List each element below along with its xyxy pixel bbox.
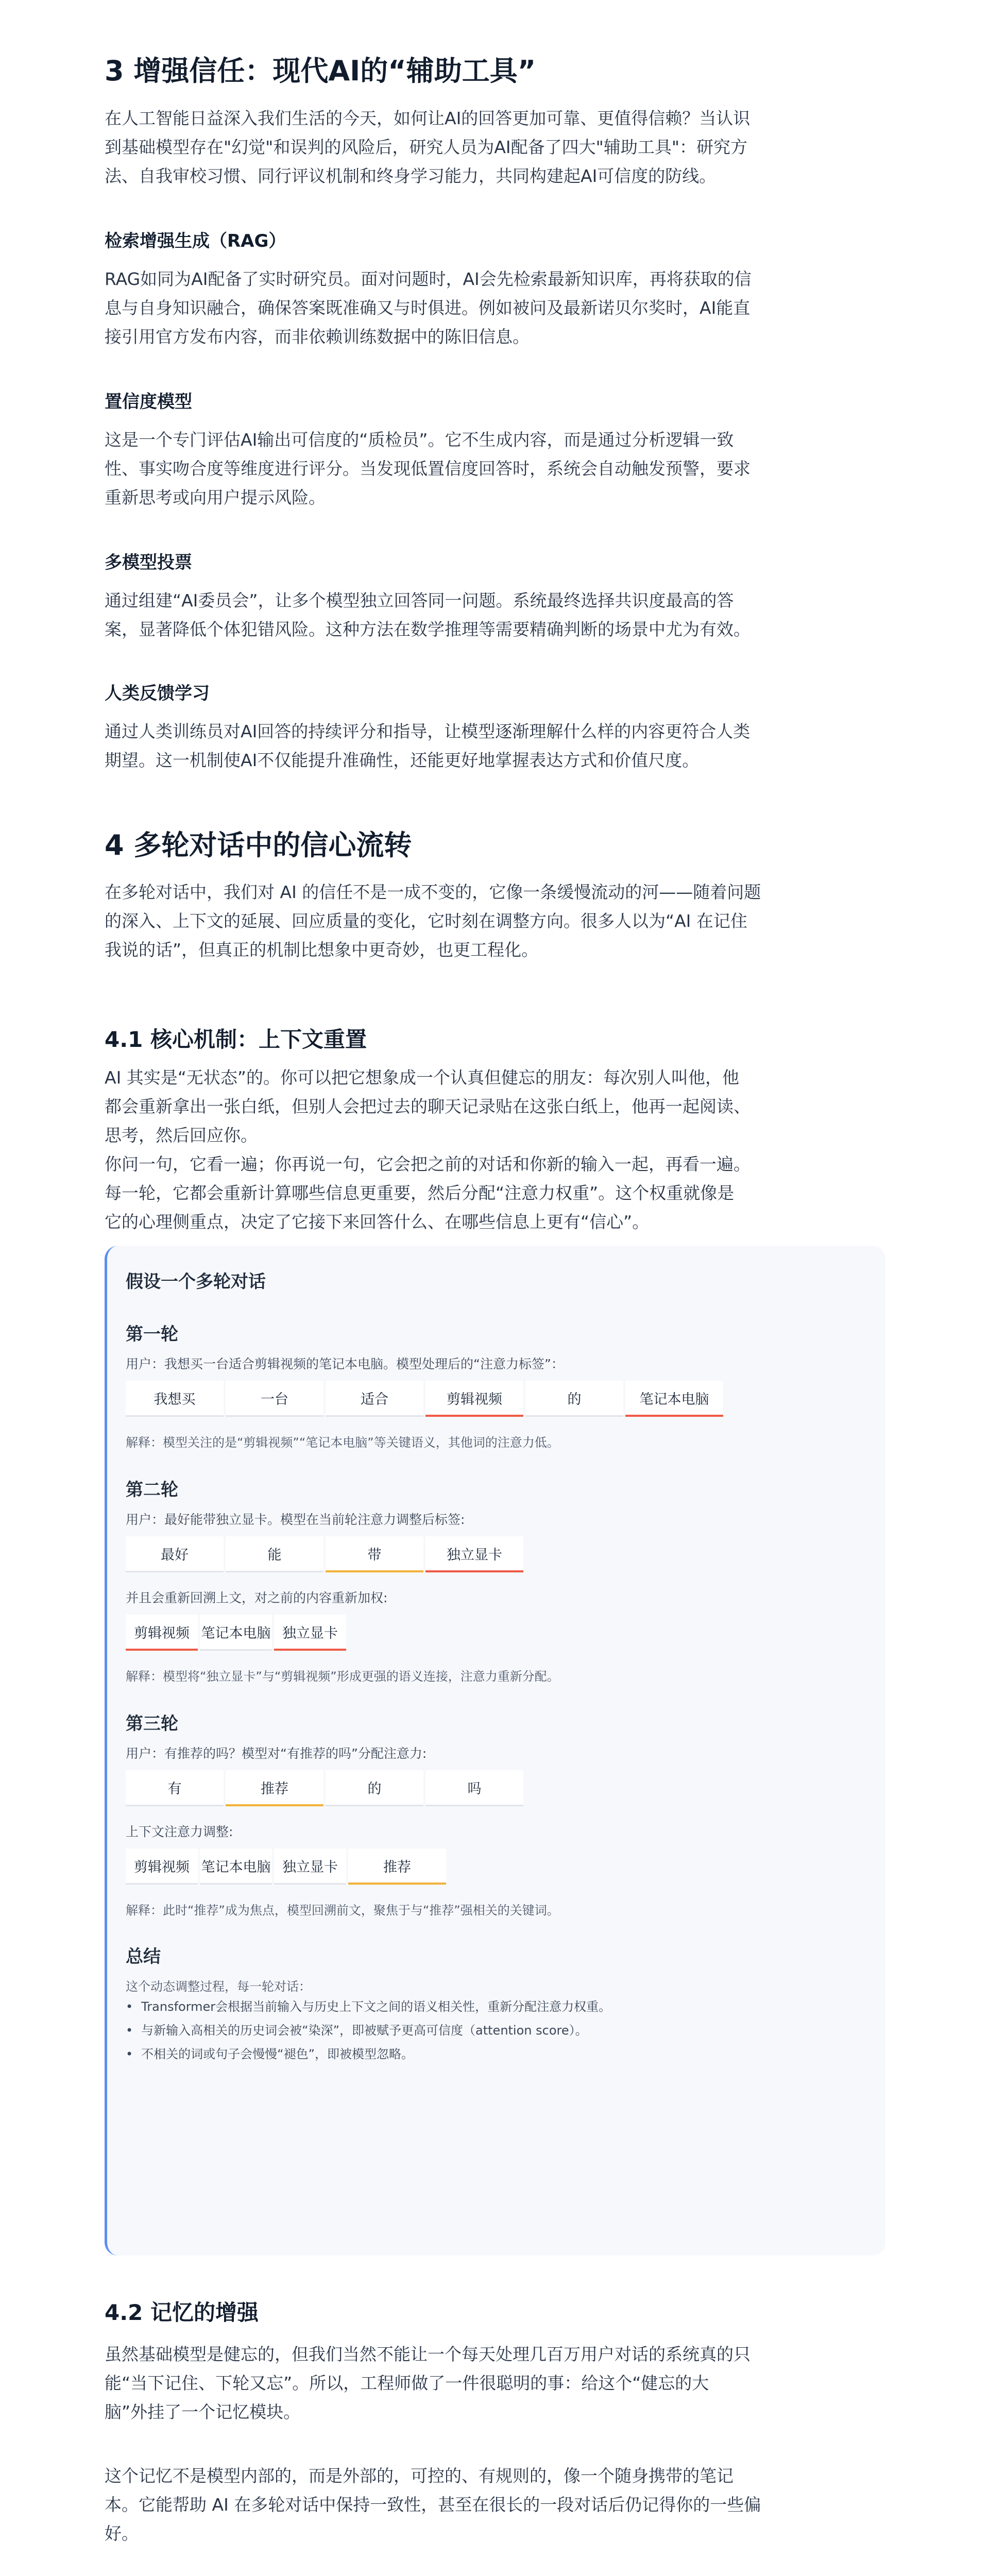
summary-intro: 这个动态调整过程，每一轮对话： bbox=[126, 1979, 311, 1994]
text-line: 法、自我审校习惯、同行评议机制和终身学习能力，共同构建起AI可信度的防线。 bbox=[105, 166, 717, 186]
round-2-explanation: 解释：模型将“独立显卡”与“剪辑视频”形成更强的语义连接，注意力重新分配。 bbox=[126, 1669, 559, 1684]
round-3-user: 用户：有推荐的吗？模型对“有推荐的吗”分配注意力: bbox=[126, 1746, 427, 1761]
section-4-2-paragraph-2 bbox=[105, 2462, 885, 2548]
round-1-tokens bbox=[126, 1381, 725, 1417]
text-line: 虽然基础模型是健忘的，但我们当然不能让一个每天处理几百万用户对话的系统真的只 bbox=[105, 2344, 751, 2364]
confidence-text bbox=[105, 426, 885, 512]
token-highlight: 剪辑视频 bbox=[126, 1615, 198, 1651]
token: 一台 bbox=[226, 1381, 323, 1417]
text-line: 本。它能帮助 AI 在多轮对话中保持一致性，甚至在很长的一段对话后仍记得你的一些偏 bbox=[105, 2495, 761, 2515]
human-feedback-text bbox=[105, 717, 885, 775]
text-line: 我说的话”，但真正的机制比想象中更奇妙，也更工程化。 bbox=[105, 940, 539, 960]
round-2-user: 用户：最好能带独立显卡。模型在当前轮注意力调整后标签: bbox=[126, 1512, 465, 1527]
token: 吗 bbox=[425, 1770, 523, 1806]
token: 最好 bbox=[126, 1536, 224, 1572]
token: 独立显卡 bbox=[274, 1849, 346, 1885]
text-line: 通过组建“AI委员会”，让多个模型独立回答同一问题。系统最终选择共识度最高的答 bbox=[105, 590, 734, 611]
text-line: 期望。这一机制使AI不仅能提升准确性，还能更好地掌握表达方式和价值尺度。 bbox=[105, 750, 700, 770]
token-highlight: 剪辑视频 bbox=[425, 1381, 523, 1417]
token: 的 bbox=[525, 1381, 623, 1417]
token: 我想买 bbox=[126, 1381, 224, 1417]
text-line: 接引用官方发布内容，而非依赖训练数据中的陈旧信息。 bbox=[105, 327, 530, 347]
text-line: 通过人类训练员对AI回答的持续评分和指导，让模型逐渐理解什么样的内容更符合人类 bbox=[105, 721, 751, 741]
token-highlight: 带 bbox=[326, 1536, 423, 1572]
round-3-title: 第三轮 bbox=[126, 1714, 178, 1734]
round-3-explanation: 解释：此时“推荐”成为焦点，模型回溯前文，聚焦于与“推荐”强相关的关键词。 bbox=[126, 1903, 559, 1918]
rag-title: 检索增强生成（RAG） bbox=[105, 231, 286, 251]
token-highlight: 笔记本电脑 bbox=[625, 1381, 723, 1417]
token-highlight: 推荐 bbox=[226, 1770, 323, 1806]
round-2-reweight-note: 并且会重新回溯上文，对之前的内容重新加权: bbox=[126, 1590, 388, 1605]
section-4-2-paragraph-1 bbox=[105, 2340, 885, 2427]
text-line: 性、事实吻合度等维度进行评分。当发现低置信度回答时，系统会自动触发预警，要求 bbox=[105, 459, 751, 479]
token: 剪辑视频 bbox=[126, 1849, 198, 1885]
summary-list bbox=[126, 1995, 611, 2066]
text-line: RAG如同为AI配备了实时研究员。面对问题时，AI会先检索最新知识库，再将获取的信 bbox=[105, 269, 752, 289]
text-line: 案，显著降低个体犯错风险。这种方法在数学推理等需要精确判断的场景中尤为有效。 bbox=[105, 619, 751, 639]
text-line: 的深入、上下文的延展、回应质量的变化，它时刻在调整方向。很多人以为“AI 在记住 bbox=[105, 911, 747, 931]
text-line: 你问一句，它看一遍；你再说一句，它会把之前的对话和你新的输入一起，再看一遍。 bbox=[105, 1154, 751, 1174]
text-line: AI 其实是“无状态”的。你可以把它想象成一个认真但健忘的朋友：每次别人叫他，他 bbox=[105, 1067, 739, 1088]
section-3-intro bbox=[105, 104, 885, 191]
section-4-1-paragraph-2 bbox=[105, 1150, 885, 1236]
demo-title: 假设一个多轮对话 bbox=[126, 1272, 266, 1292]
token-highlight: 独立显卡 bbox=[425, 1536, 523, 1572]
token: 适合 bbox=[326, 1381, 423, 1417]
section-3-heading: 3 增强信任：现代AI的“辅助工具” bbox=[105, 55, 536, 87]
text-line: 这是一个专门评估AI输出可信度的“质检员”。它不生成内容，而是通过分析逻辑一致 bbox=[105, 430, 734, 450]
round-1-explanation: 解释：模型关注的是“剪辑视频”“笔记本电脑”等关键语义，其他词的注意力低。 bbox=[126, 1435, 559, 1450]
round-3-context-note: 上下文注意力调整: bbox=[126, 1824, 233, 1839]
list-item: • 与新输入高相关的历史词会被“染深”，即被赋予更高可信度（attention score）。 bbox=[126, 2019, 611, 2042]
token-highlight: 独立显卡 bbox=[274, 1615, 346, 1651]
confidence-title: 置信度模型 bbox=[105, 392, 192, 412]
text-line: 到基础模型存在"幻觉"和误判的风险后，研究人员为AI配备了四大"辅助工具"：研究方 bbox=[105, 137, 748, 157]
text-line: 它的心理侧重点，决定了它接下来回答什么、在哪些信息上更有“信心”。 bbox=[105, 1212, 650, 1232]
round-3-context-tokens bbox=[126, 1849, 448, 1885]
token: 的 bbox=[326, 1770, 423, 1806]
summary-title: 总结 bbox=[126, 1946, 161, 1967]
conversation-demo-card bbox=[105, 1246, 885, 2256]
token: 笔记本电脑 bbox=[200, 1615, 272, 1651]
text-line: 思考，然后回应你。 bbox=[105, 1125, 258, 1145]
round-2-title: 第二轮 bbox=[126, 1480, 178, 1500]
token-highlight: 推荐 bbox=[348, 1849, 446, 1885]
text-line: 这个记忆不是模型内部的，而是外部的，可控的、有规则的，像一个随身携带的笔记 bbox=[105, 2466, 734, 2486]
text-line: 息与自身知识融合，确保答案既准确又与时俱进。例如被问及最新诺贝尔奖时，AI能直 bbox=[105, 298, 751, 318]
text-line: 在多轮对话中，我们对 AI 的信任不是一成不变的，它像一条缓慢流动的河——随着问题 bbox=[105, 882, 761, 902]
token: 有 bbox=[126, 1770, 224, 1806]
section-4-intro bbox=[105, 878, 885, 964]
human-feedback-title: 人类反馈学习 bbox=[105, 683, 210, 704]
section-4-1-heading: 4.1 核心机制：上下文重置 bbox=[105, 1027, 367, 1052]
round-1-user: 用户：我想买一台适合剪辑视频的笔记本电脑。模型处理后的“注意力标签”： bbox=[126, 1357, 564, 1371]
token: 能 bbox=[226, 1536, 323, 1572]
round-1-title: 第一轮 bbox=[126, 1324, 178, 1345]
text-line: 都会重新拿出一张白纸，但别人会把过去的聊天记录贴在这张白纸上，他再一起阅读、 bbox=[105, 1096, 751, 1116]
list-item: • Transformer会根据当前输入与历史上下文之间的语义相关性，重新分配注意力权重。 bbox=[126, 1995, 611, 2019]
vote-title: 多模型投票 bbox=[105, 552, 192, 573]
text-line: 每一轮，它都会重新计算哪些信息更重要，然后分配“注意力权重”。这个权重就像是 bbox=[105, 1183, 735, 1203]
round-2-tokens bbox=[126, 1536, 525, 1572]
text-line: 在人工智能日益深入我们生活的今天，如何让AI的回答更加可靠、更值得信赖？当认识 bbox=[105, 108, 751, 128]
section-4-2-heading: 4.2 记忆的增强 bbox=[105, 2300, 259, 2325]
section-4-heading: 4 多轮对话中的信心流转 bbox=[105, 829, 412, 861]
token: 笔记本电脑 bbox=[200, 1849, 272, 1885]
section-4-1-paragraph-1 bbox=[105, 1063, 885, 1150]
list-item: • 不相关的词或句子会慢慢“褪色”，即被模型忽略。 bbox=[126, 2042, 611, 2066]
text-line: 好。 bbox=[105, 2523, 139, 2544]
text-line: 重新思考或向用户提示风险。 bbox=[105, 487, 326, 507]
rag-text bbox=[105, 265, 885, 351]
vote-text bbox=[105, 586, 885, 644]
text-line: 脑”外挂了一个记忆模块。 bbox=[105, 2402, 301, 2422]
round-3-tokens bbox=[126, 1770, 525, 1806]
text-line: 能“当下记住、下轮又忘”。所以，工程师做了一件很聪明的事：给这个“健忘的大 bbox=[105, 2373, 709, 2393]
round-2-context-tokens bbox=[126, 1615, 348, 1651]
